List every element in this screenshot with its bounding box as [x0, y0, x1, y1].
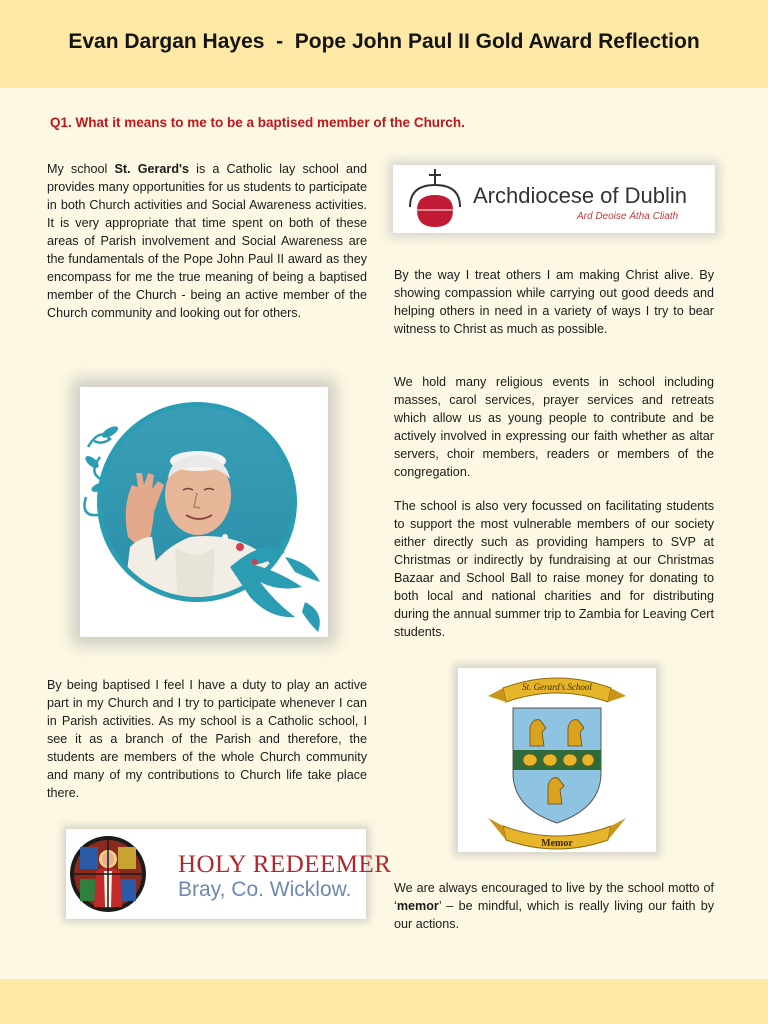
right-paragraph-4	[394, 879, 714, 933]
archdiocese-graphic	[393, 165, 715, 233]
school-name: St. Gerard's	[114, 162, 190, 176]
left-paragraph-1-lead: My school	[47, 162, 115, 176]
archdiocese-name: Archdiocese of Dublin	[473, 183, 688, 208]
school-motto: memor	[396, 899, 439, 913]
archdiocese-logo	[393, 165, 715, 233]
pope-image	[80, 387, 328, 637]
school-crest	[458, 668, 656, 852]
motto-paragraph-lead: We are always encouraged to live by the school motto of ‘	[394, 881, 714, 913]
left-paragraph-1-body: is a Catholic lay school and provides many opportunities for us students to participate in both Church activities and Social Awareness activities. It is very appropriate that time spent on both of these areas of Parish involvement and Social Awareness are the fundamentals of the Pope John Paul II award as they encompass for me the true meaning of being a baptised member of the Church - being an active member of the Church community and looking out for others.	[47, 162, 368, 320]
crest-banner-text: St. Gerard's School	[522, 682, 592, 692]
pope-illustration	[80, 387, 328, 637]
question-heading: Q1. What it means to me to be a baptised member of the Church.	[50, 115, 465, 130]
archdiocese-irish-name: Ard Deoise Átha Cliath	[577, 211, 679, 222]
left-paragraph-2: By being baptised I feel I have a duty to play an active part in my Church and I try to participate whenever I can in Parish activities. As my school is a Catholic school, I see it as a branch of the Parish and therefore, the students are members of the whole Church community and many of my contributions to Church life take place there.	[47, 678, 367, 800]
holy-redeemer-logo	[66, 829, 392, 919]
footer-band	[0, 979, 768, 1024]
crest-graphic	[458, 668, 656, 852]
right-paragraph-3: The school is also very focussed on facilitating students to support the most vulnerable members of our society either directly such as providing hampers to SVP at Christmas or indirectly by fundraising at our Christmas Bazaar and School Ball to raise money for donating to both local and national charities and for distributing during the annual summer trip to Zambia for Leaving Cert students.	[394, 499, 714, 639]
parish-location: Bray, Co. Wicklow.	[178, 878, 352, 901]
motto-paragraph-body: ’ – be mindful, which is really living our faith by our actions.	[394, 899, 714, 931]
page-title: Evan Dargan Hayes - Pope John Paul II Gold Award Reflection	[68, 30, 700, 53]
parish-name: HOLY REDEEMER	[178, 851, 392, 878]
left-paragraph-1	[47, 160, 367, 322]
right-paragraph-2: We hold many religious events in school including masses, carol services, prayer services and retreats which allow us as young people to contribute and be actively involved in expressing our faith whether as altar servers, choir members, readers or members of the congregation.	[394, 375, 714, 479]
holy-redeemer-graphic	[66, 829, 392, 919]
crest-motto-text: Memor	[541, 838, 573, 849]
right-paragraph-1: By the way I treat others I am making Christ alive. By showing compassion while carrying out good deeds and helping others in need in a variety of ways I try to bear witness to Christ as much as possible.	[394, 268, 714, 336]
